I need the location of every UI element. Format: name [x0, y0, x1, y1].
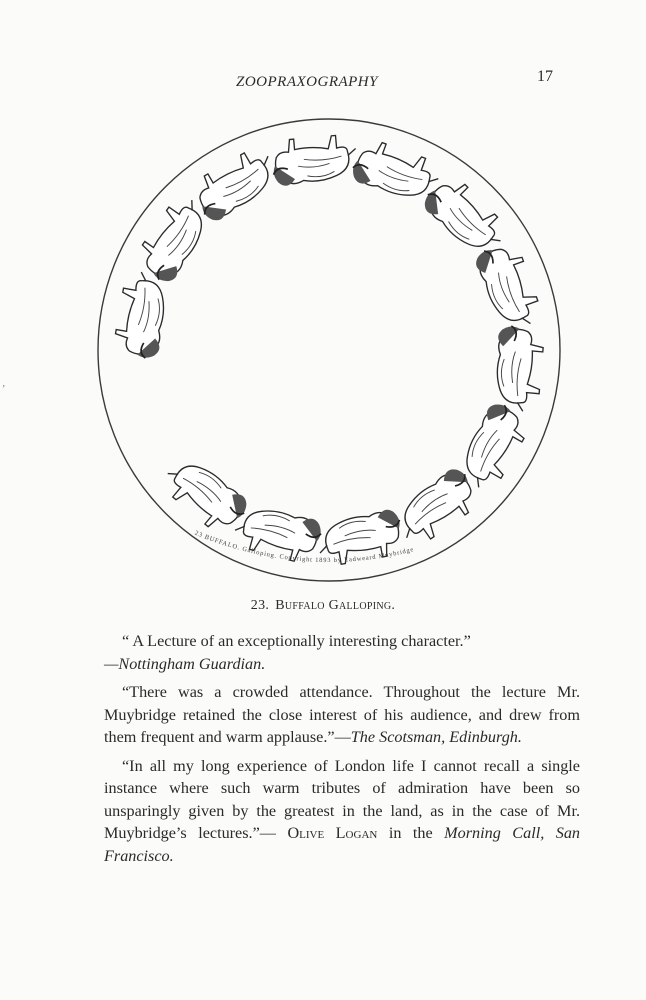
quote-1-text: “ A Lecture of an exceptionally interesting character.”	[122, 632, 471, 650]
buffalo-frame	[389, 464, 484, 550]
buffalo-frame	[271, 134, 359, 187]
quote-2	[104, 681, 580, 749]
quote-3-text: “In all my long experience of London life I cannot recall a single instance where such warm tributes of admiration have been so unsparingly given by the greatest in the land, as in the case of Mr. Muybridge’s lectures.”—	[104, 756, 580, 842]
quote-3-publication: Morning Call,	[444, 824, 545, 842]
quote-2-dash: —	[334, 728, 351, 746]
buffalo-frame	[492, 325, 545, 413]
running-title: ZOOPRAXOGRAPHY	[236, 74, 378, 90]
buffalo-frames	[112, 134, 545, 568]
buffalo-frame	[188, 143, 284, 225]
quote-3-author: Olive Logan	[287, 824, 378, 842]
quote-2-place: Edinburgh.	[449, 728, 522, 746]
figure-caption	[0, 598, 646, 614]
zoopraxiscope-disc	[92, 112, 566, 588]
disc-inscription: 23 BUFFALO. Galloping. Copyright 1893 by Eadweard Muybridge	[193, 529, 415, 565]
running-head	[0, 68, 646, 98]
quote-2-text: “There was a crowded attendance. Throughout the lecture Mr. Muybridge retained the close interest of his audience, and drew from them frequent and warm applause.”	[104, 683, 580, 746]
quote-2-publication: The Scotsman,	[350, 728, 446, 746]
quote-3	[104, 755, 580, 868]
page-number: 17	[537, 68, 553, 85]
buffalo-frame	[158, 450, 252, 539]
figure-number: 23.	[250, 598, 270, 613]
quote-3-in: in the	[388, 824, 433, 842]
quote-1	[104, 630, 580, 675]
margin-mark: ‚	[2, 378, 6, 389]
buffalo-frame	[473, 240, 545, 335]
quote-3-place: San Francisco.	[104, 824, 581, 865]
figure-title: Buffalo Galloping.	[275, 598, 396, 613]
disc-outline	[98, 119, 560, 581]
press-quotes	[104, 630, 580, 873]
buffalo-frame	[112, 270, 172, 361]
quote-1-attribution: —Nottingham Guardian.	[104, 654, 266, 673]
